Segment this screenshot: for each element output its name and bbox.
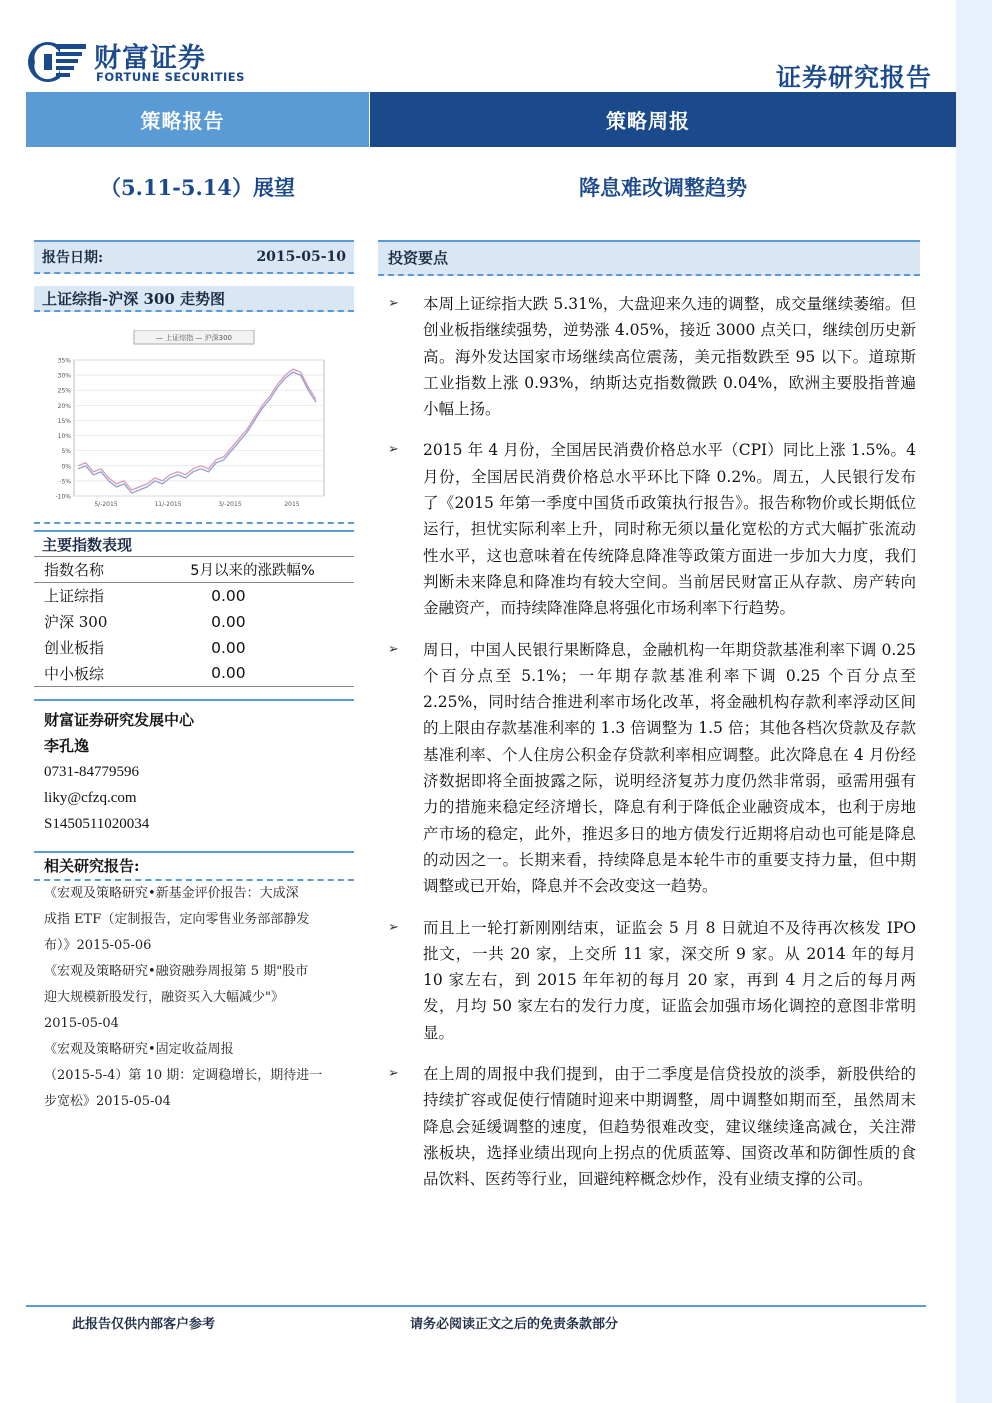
logo-english-name: FORTUNE SECURITIES [96,70,245,84]
related-report-line: 布）》2015-05-06 [44,938,152,953]
analyst-phone: 0731-84779596 [44,764,139,780]
index-change: 0.00 [211,638,246,657]
index-change: 0.00 [211,586,246,605]
index-name: 沪深 300 [44,613,108,631]
related-report-line: 《宏观及策略研究•固定收益周报 [44,1042,234,1057]
paragraph-text: 周日，中国人民银行果断降息，金融机构一年期贷款基准利率下调 0.25 个百分点至 5.1%；一年期存款基准利率下调 0.25 个百分点至 2.25%，同时结合推进利率市场化改革，将金融机构存款利率浮动区间的上限由存款基准利率的 1.3 倍调整为 1.5 倍；其他各档次贷款及存款基准利率、个人住房公积金存贷款利率相应调整。此次降息在 4 月份经济数据即将全面披露之际，说明经济复苏力度仍然非常弱，亟需用强有力的措施来稳定经济增长，降息有利于降低企业融资成本，也利于房地产市场的稳定，此外，推迟多日的地方债发行近期将启动也可能是降息的动因之一。长期来看，持续降息是本轮牛市的重要支持力量，但中期调整或已开始，降息并不会改变这一趋势。 [423,640,916,896]
footer-divider [26,1305,926,1307]
related-report-line: （2015-5-4）第 10 期：定调稳增长，期待进一 [44,1068,323,1083]
report-headline: 降息难改调整趋势 [579,175,747,200]
highlight-paragraph [378,637,920,900]
x-tick-label: 3/-2015 [218,501,242,508]
footer-disclaimer-left: 此报告仅供内部客户参考 [72,1317,216,1332]
y-tick-label: 25% [57,387,71,395]
highlight-paragraph [378,915,920,1046]
plot-area [74,360,324,496]
related-report-line: 2015-05-04 [44,1016,119,1031]
series-label: 策略周报 [606,109,690,133]
y-tick-label: 15% [57,417,71,425]
arrow-bullet-icon: ➢ [388,919,399,935]
main-content [378,240,920,1193]
report-date-value: 2015-05-10 [256,249,346,265]
y-tick-label: 0% [61,463,71,471]
arrow-bullet-icon: ➢ [388,641,399,657]
paragraph-text: 2015 年 4 月份，全国居民消费价格总水平（CPI）同比上涨 1.5%。4 月份，全国居民消费价格总水平环比下降 0.2%。周五，人民银行发布了《2015 年第一季度中国货币政策执行报告》。报告称物价或长期低位运行，担忧实际利率上升，同时称无须以量化宽松的方式大幅扩张流动性水平，这也意味着在传统降息降准等政策方面进一步加大力度，我们判断未来降息和降准均有较大空间。当前居民财富正从存款、房产转向金融资产，而持续降准降息将强化市场利率下行趋势。 [423,441,916,618]
paragraph-text: 而且上一轮打新刚刚结束，证监会 5 月 8 日就迫不及待再次核发 IPO 批文，一共 20 家，上交所 11 家，深交所 9 家。从 2014 年的每月 10 家左右，到 2015 年年初的每月 20 家，再到 4 月之后的每月两发，月均 50 家左右的发行力度，证监会加强市场化调控的意图非常明显。 [423,918,916,1042]
chart-legend-text: — 上证综指 — 沪深300 [155,334,233,342]
table-header-row [34,557,354,583]
index-performance-title: 主要指数表现 [34,530,354,556]
analyst-contact-block [34,699,354,837]
investment-highlights-title: 投资要点 [378,240,920,276]
table-row [34,661,354,687]
footer-disclaimer-right: 请务必阅读正文之后的免责条款部分 [410,1317,619,1332]
category-label: 策略报告 [140,109,225,133]
y-tick-label: 10% [57,433,71,441]
index-name: 上证综指 [44,587,105,606]
highlight-paragraph [378,1061,920,1192]
x-tick-label: 5/-2015 [94,501,118,508]
index-performance-table [34,556,354,687]
related-reports [34,851,354,1115]
report-date-label: 报告日期: [42,250,104,266]
report-type-title: 证券研究报告 [776,63,933,92]
category-band-left [26,92,369,147]
table-row [34,609,354,635]
chart-title: 上证综指-沪深 300 走势图 [34,286,354,312]
index-change: 0.00 [211,612,246,631]
analyst-certificate: S1450511020034 [44,816,150,832]
team-name: 财富证券研究发展中心 [44,711,195,729]
y-tick-label: -10% [55,493,71,501]
y-tick-label: 35% [57,357,71,365]
analyst-email: liky@cfzq.com [44,790,137,806]
logo-chinese-name: 财富证券 [94,43,206,74]
company-logo [20,36,260,88]
y-tick-label: 20% [57,402,71,410]
index-trend-chart [34,312,354,524]
highlight-paragraph [378,291,920,422]
index-change: 0.00 [151,661,354,687]
report-date-box [34,240,354,274]
index-name: 中小板综 [34,661,151,687]
header-index-name: 指数名称 [34,557,151,583]
paragraph-text: 在上周的周报中我们提到，由于二季度是信贷投放的淡季，新股供给的持续扩容或促使行情随时迎来中期调整，周中调整如期而至，虽然周末降息会延缓调整的速度，但趋势很难改变，建议继续逢高减仓，关注滞涨板块，选择业绩出现向上拐点的优质蓝筹、国资改革和防御性质的食品饮料、医药等行业，回避纯粹概念炒作，没有业绩支撑的公司。 [423,1065,916,1189]
table-row [34,583,354,609]
right-margin-strip [956,0,992,1403]
y-tick-label: 30% [57,372,71,380]
related-report-line: 《宏观及策略研究•新基金评价报告：大成深 [44,886,299,901]
related-report-line: 《宏观及策略研究•融资融券周报第 5 期"股市 [44,964,309,979]
related-report-line: 成指 ETF（定制报告，定向零售业务部部静发 [44,912,310,927]
related-reports-title: 相关研究报告: [34,853,354,881]
paragraph-text: 本周上证综指大跌 5.31%，大盘迎来久违的调整，成交量继续萎缩。但创业板指继续强势，逆势涨 4.05%，接近 3000 点关口，继续创历史新高。海外发达国家市场继续高位震荡，美元指数跌至 95 以下。道琼斯工业指数上涨 0.93%，纳斯达克指数微跌 0.04%，欧洲主要股指普遍小幅上扬。 [423,295,916,419]
y-tick-label: 5% [61,448,71,456]
category-band-right [370,92,956,147]
related-report-line: 迎大规模新股发行，融资买入大幅减少"》 [44,990,284,1005]
arrow-bullet-icon: ➢ [388,1066,399,1082]
outlook-period: （5.11-5.14）展望 [99,175,295,200]
y-tick-label: -5% [59,478,71,486]
arrow-bullet-icon: ➢ [388,442,399,458]
index-name: 创业板指 [44,639,105,657]
related-report-line: 步宽松》2015-05-04 [44,1094,171,1109]
chart-svg [44,330,344,518]
x-tick-label: 2015 [284,501,300,508]
table-row [34,635,354,661]
header-change: 5月以来的涨跌幅% [151,557,354,583]
sidebar [34,240,354,1115]
analyst-name: 李孔逸 [44,737,90,755]
x-tick-label: 11/-2015 [154,501,182,508]
highlight-paragraph [378,437,920,621]
fortune-logo-icon [20,36,90,88]
arrow-bullet-icon: ➢ [388,296,399,311]
